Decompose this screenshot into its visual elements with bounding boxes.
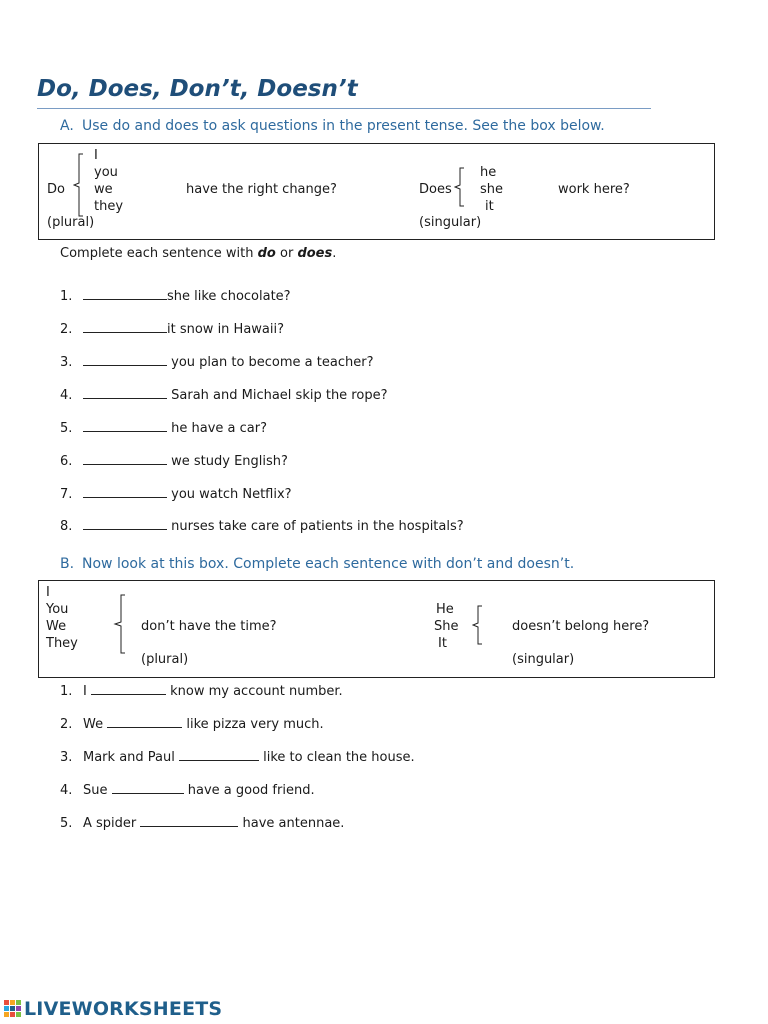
item-number: 2.: [60, 717, 73, 732]
section-b-instruction: Now look at this box. Complete each sentence with don’t and doesn’t.: [82, 556, 575, 572]
section-a-heading: [60, 118, 605, 134]
complete-prefix: Complete each sentence with: [60, 246, 258, 261]
keyword-does: does: [297, 246, 333, 261]
logo-square: [10, 1006, 15, 1011]
logo-square: [4, 1000, 9, 1005]
exercise-b-item: [60, 684, 343, 699]
box-b-left-note: (plural): [141, 652, 189, 667]
box-a-left-predicate: have the right change?: [186, 182, 337, 197]
item-number: 5.: [60, 421, 73, 436]
box-a-right-predicate: work here?: [558, 182, 630, 197]
left-brace-icon: [113, 594, 127, 654]
item-number: 1.: [60, 289, 73, 304]
exercise-a-item: [60, 322, 284, 337]
exercise-b-item: [60, 783, 315, 798]
exercise-a-item: [60, 289, 291, 304]
section-a-instruction: Use do and does to ask questions in the present tense. See the box below.: [82, 118, 605, 134]
answer-blank[interactable]: [140, 816, 238, 827]
answer-blank[interactable]: [107, 717, 182, 728]
keyword-do: do: [257, 246, 276, 261]
box-b-left-subject: You: [46, 602, 69, 617]
item-text: nurses take care of patients in the hospitals?: [167, 519, 464, 534]
item-text-after: have a good friend.: [183, 783, 315, 798]
box-b-right-subject: It: [438, 636, 447, 651]
item-number: 8.: [60, 519, 73, 534]
box-b-left-subject: They: [46, 636, 78, 651]
section-a-letter: A.: [60, 118, 74, 134]
item-text-before: We: [83, 717, 108, 732]
worksheet-title: Do, Does, Don’t, Doesn’t: [37, 76, 358, 102]
logo-text: LIVEWORKSHEETS: [24, 998, 223, 1020]
exercise-b-item: [60, 750, 415, 765]
item-text: he have a car?: [167, 421, 267, 436]
complete-suffix: .: [332, 246, 337, 261]
answer-blank[interactable]: [91, 684, 166, 695]
answer-blank[interactable]: [83, 322, 167, 333]
box-a-left-subject: I: [94, 148, 98, 163]
answer-blank[interactable]: [83, 355, 167, 366]
item-text: Sarah and Michael skip the rope?: [167, 388, 388, 403]
item-text-before: Mark and Paul: [83, 750, 179, 765]
complete-instruction: [60, 246, 336, 261]
exercise-a-item: [60, 454, 288, 469]
left-brace-icon: [472, 605, 484, 645]
item-text: you plan to become a teacher?: [167, 355, 374, 370]
item-number: 6.: [60, 454, 73, 469]
complete-or: or: [275, 246, 298, 261]
box-a-right-note: (singular): [419, 215, 482, 230]
item-text: it snow in Hawaii?: [167, 322, 285, 337]
box-a-left-subject: you: [94, 165, 118, 180]
answer-blank[interactable]: [83, 421, 167, 432]
item-text-before: I: [83, 684, 91, 699]
exercise-b-item: [60, 717, 324, 732]
item-number: 4.: [60, 783, 73, 798]
answer-blank[interactable]: [112, 783, 184, 794]
box-a-right-subject: it: [485, 199, 494, 214]
box-a-right-verb: Does: [419, 182, 452, 197]
exercise-a-item: [60, 519, 464, 534]
box-a-left-subject: they: [94, 199, 124, 214]
item-number: 2.: [60, 322, 73, 337]
box-a-left-subject: we: [94, 182, 113, 197]
box-a-right-subject: she: [480, 182, 504, 197]
left-brace-icon: [73, 153, 85, 217]
box-b-left-predicate: don’t have the time?: [141, 619, 277, 634]
exercise-a-item: [60, 487, 292, 502]
item-text-after: like to clean the house.: [258, 750, 415, 765]
logo-square: [10, 1012, 15, 1017]
box-b-right-subject: She: [434, 619, 459, 634]
item-number: 3.: [60, 355, 73, 370]
do-does-example-box: [38, 143, 715, 240]
answer-blank[interactable]: [83, 519, 167, 530]
box-b-left-subject: We: [46, 619, 67, 634]
logo-square: [16, 1000, 21, 1005]
answer-blank[interactable]: [83, 487, 167, 498]
item-text: she like chocolate?: [167, 289, 291, 304]
box-a-left-note: (plural): [47, 215, 95, 230]
box-b-right-subject: He: [436, 602, 454, 617]
box-a-left-verb: Do: [47, 182, 65, 197]
item-number: 7.: [60, 487, 73, 502]
item-text: we study English?: [167, 454, 288, 469]
item-number: 1.: [60, 684, 73, 699]
dont-doesnt-example-box: [38, 580, 715, 678]
item-number: 5.: [60, 816, 73, 831]
liveworksheets-logo[interactable]: [4, 998, 222, 1020]
item-text-after: know my account number.: [165, 684, 343, 699]
logo-square: [4, 1006, 9, 1011]
answer-blank[interactable]: [83, 454, 167, 465]
answer-blank[interactable]: [179, 750, 259, 761]
item-text-after: have antennae.: [238, 816, 345, 831]
logo-square: [16, 1012, 21, 1017]
box-b-right-note: (singular): [512, 652, 575, 667]
item-text-before: Sue: [83, 783, 112, 798]
exercise-a-item: [60, 355, 373, 370]
exercise-a-item: [60, 388, 387, 403]
exercise-b-item: [60, 816, 344, 831]
left-brace-icon: [454, 167, 466, 207]
logo-square: [4, 1012, 9, 1017]
item-text-before: A spider: [83, 816, 141, 831]
logo-square: [10, 1000, 15, 1005]
title-underline: [37, 108, 651, 109]
answer-blank[interactable]: [83, 289, 167, 300]
logo-square: [16, 1006, 21, 1011]
box-b-left-subject: I: [46, 585, 50, 600]
box-a-right-subject: he: [480, 165, 497, 180]
item-number: 3.: [60, 750, 73, 765]
section-b-heading: [60, 556, 574, 572]
logo-mark-icon: [4, 1000, 22, 1018]
item-text-after: like pizza very much.: [182, 717, 324, 732]
item-number: 4.: [60, 388, 73, 403]
exercise-a-item: [60, 421, 267, 436]
answer-blank[interactable]: [83, 388, 167, 399]
section-b-letter: B.: [60, 556, 75, 572]
box-b-right-predicate: doesn’t belong here?: [512, 619, 650, 634]
item-text: you watch Netflix?: [167, 487, 292, 502]
